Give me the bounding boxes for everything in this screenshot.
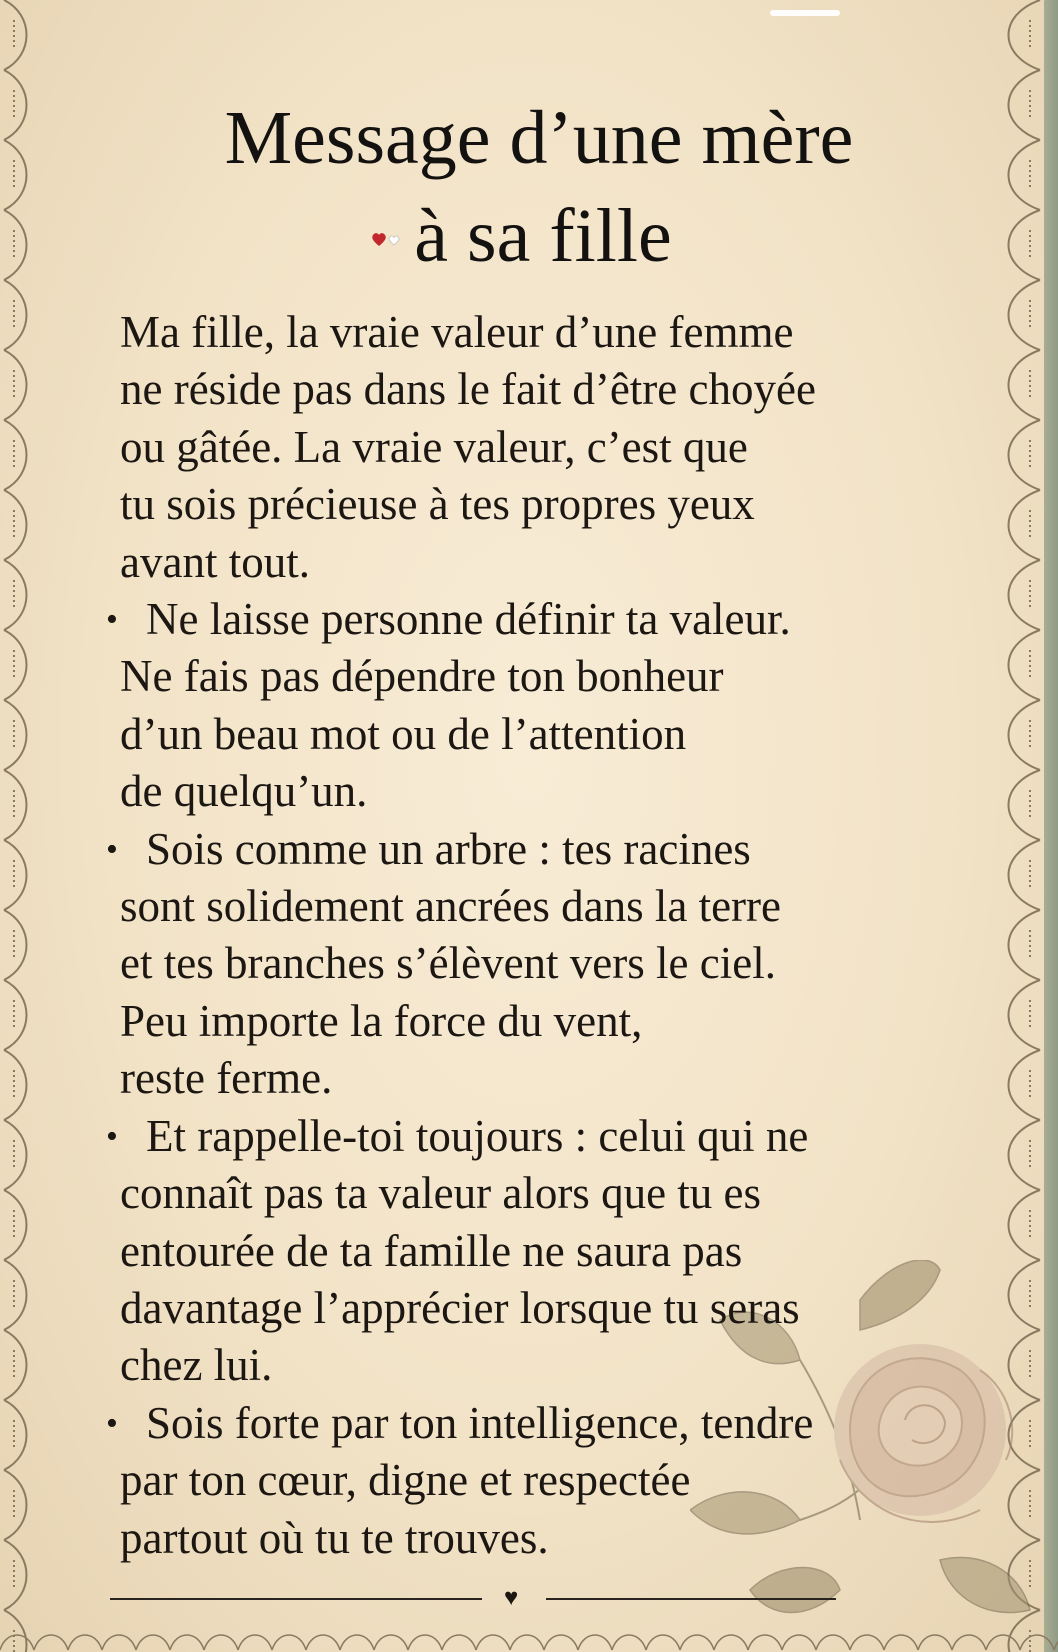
bullet-item xyxy=(106,591,940,821)
bullet-line: partout où tu te trouves. xyxy=(120,1512,549,1563)
border-arch xyxy=(476,1635,510,1650)
bullet-line: Sois forte par ton intelligence, tendre xyxy=(146,1397,814,1448)
border-arch xyxy=(170,1635,204,1650)
bullet-icon: • xyxy=(106,1404,118,1442)
border-scroll xyxy=(4,1330,27,1400)
border-arch xyxy=(544,1635,578,1650)
bullet-line: Ne fais pas dépendre ton bonheur xyxy=(120,651,724,702)
divider-rule xyxy=(110,1598,482,1600)
footer-divider xyxy=(110,1586,830,1612)
border-scroll xyxy=(1009,560,1041,630)
page-title: Message d’une mère xyxy=(224,96,854,180)
bullet-line: chez lui. xyxy=(120,1340,273,1391)
bullet-line: Peu importe la force du vent, xyxy=(120,995,643,1046)
border-scroll xyxy=(4,910,27,980)
intro-line: avant tout. xyxy=(120,536,310,587)
bullet-line: entourée de ta famille ne saura pas xyxy=(120,1225,743,1276)
border-scroll xyxy=(4,1190,27,1260)
border-scroll xyxy=(4,980,27,1050)
border-scroll xyxy=(4,490,27,560)
border-scroll xyxy=(4,1260,27,1330)
border-arch xyxy=(238,1635,272,1650)
border-scroll xyxy=(4,1120,27,1190)
border-scroll xyxy=(4,560,27,630)
sheet-handle[interactable] xyxy=(770,10,840,16)
border-scroll xyxy=(4,770,27,840)
border-scroll xyxy=(1009,1050,1041,1120)
border-scroll xyxy=(4,1540,27,1610)
intro-paragraph xyxy=(120,304,940,591)
subtitle-text: à sa fille xyxy=(414,194,672,278)
border-scroll xyxy=(4,280,27,350)
border-scroll xyxy=(1009,280,1041,350)
border-arch xyxy=(0,1635,34,1650)
bullet-icon: • xyxy=(106,601,118,639)
message-body xyxy=(106,304,940,1567)
border-scroll xyxy=(1009,420,1041,490)
border-arch xyxy=(1054,1635,1058,1650)
intro-line: ou gâtée. La vraie valeur, c’est que xyxy=(120,421,748,472)
bullet-line: Et rappelle-toi toujours : celui qui ne xyxy=(146,1110,809,1161)
bullet-line: sont solidement ancrées dans la terre xyxy=(120,881,782,932)
border-scroll xyxy=(1009,0,1041,70)
border-scroll xyxy=(1009,630,1041,700)
heart-icon: ♥ xyxy=(504,1585,519,1611)
border-arch xyxy=(646,1635,680,1650)
border-arch xyxy=(612,1635,646,1650)
divider-rule xyxy=(546,1598,836,1600)
border-scroll xyxy=(4,630,27,700)
border-arch xyxy=(408,1635,442,1650)
intro-line: tu sois précieuse à tes propres yeux xyxy=(120,479,755,530)
border-scroll xyxy=(1009,980,1041,1050)
border-scroll xyxy=(4,0,27,70)
border-scroll xyxy=(1009,840,1041,910)
border-scroll xyxy=(4,700,27,770)
page-subtitle xyxy=(0,194,1058,278)
border-arch xyxy=(272,1635,306,1650)
border-scroll xyxy=(4,350,27,420)
border-arch xyxy=(578,1635,612,1650)
border-scroll xyxy=(1009,490,1041,560)
bullet-line: d’un beau mot ou de l’attention xyxy=(120,708,687,759)
border-arch xyxy=(204,1635,238,1650)
border-arch xyxy=(340,1635,374,1650)
bullet-item xyxy=(106,1395,940,1567)
hearts-icon xyxy=(370,230,404,250)
border-arch xyxy=(34,1635,68,1650)
border-arch xyxy=(510,1635,544,1650)
bullet-line: Ne laisse personne définir ta valeur. xyxy=(146,594,791,645)
bullet-line: de quelqu’un. xyxy=(120,766,368,817)
bullet-icon: • xyxy=(106,1117,118,1155)
border-scroll xyxy=(1009,350,1041,420)
bullet-line: et tes branches s’élèvent vers le ciel. xyxy=(120,938,776,989)
intro-line: Ma fille, la vraie valeur d’une femme xyxy=(120,307,794,357)
bullet-item xyxy=(106,1108,940,1395)
bullet-line: par ton cœur, digne et respectée xyxy=(120,1455,691,1506)
border-scroll xyxy=(4,1050,27,1120)
bullet-line: reste ferme. xyxy=(120,1053,333,1104)
border-scroll xyxy=(1009,910,1041,980)
intro-line: ne réside pas dans le fait d’être choyée xyxy=(120,364,816,415)
border-arch xyxy=(306,1635,340,1650)
bullet-item xyxy=(106,821,940,1108)
border-scroll xyxy=(1009,770,1041,840)
border-scroll xyxy=(4,1400,27,1470)
bullet-line: davantage l’apprécier lorsque tu seras xyxy=(120,1282,800,1333)
border-scroll xyxy=(1009,1190,1041,1260)
border-scroll xyxy=(1009,700,1041,770)
border-arch xyxy=(442,1635,476,1650)
border-arch xyxy=(374,1635,408,1650)
border-arch xyxy=(102,1635,136,1650)
bullet-line: Sois comme un arbre : tes racines xyxy=(146,823,751,874)
border-arch xyxy=(136,1635,170,1650)
bullet-icon: • xyxy=(106,830,118,868)
bullet-line: connaît pas ta valeur alors que tu es xyxy=(120,1168,762,1219)
border-scroll xyxy=(4,840,27,910)
border-scroll xyxy=(4,1470,27,1540)
border-scroll xyxy=(1009,1120,1041,1190)
border-arch xyxy=(68,1635,102,1650)
border-scroll xyxy=(4,420,27,490)
